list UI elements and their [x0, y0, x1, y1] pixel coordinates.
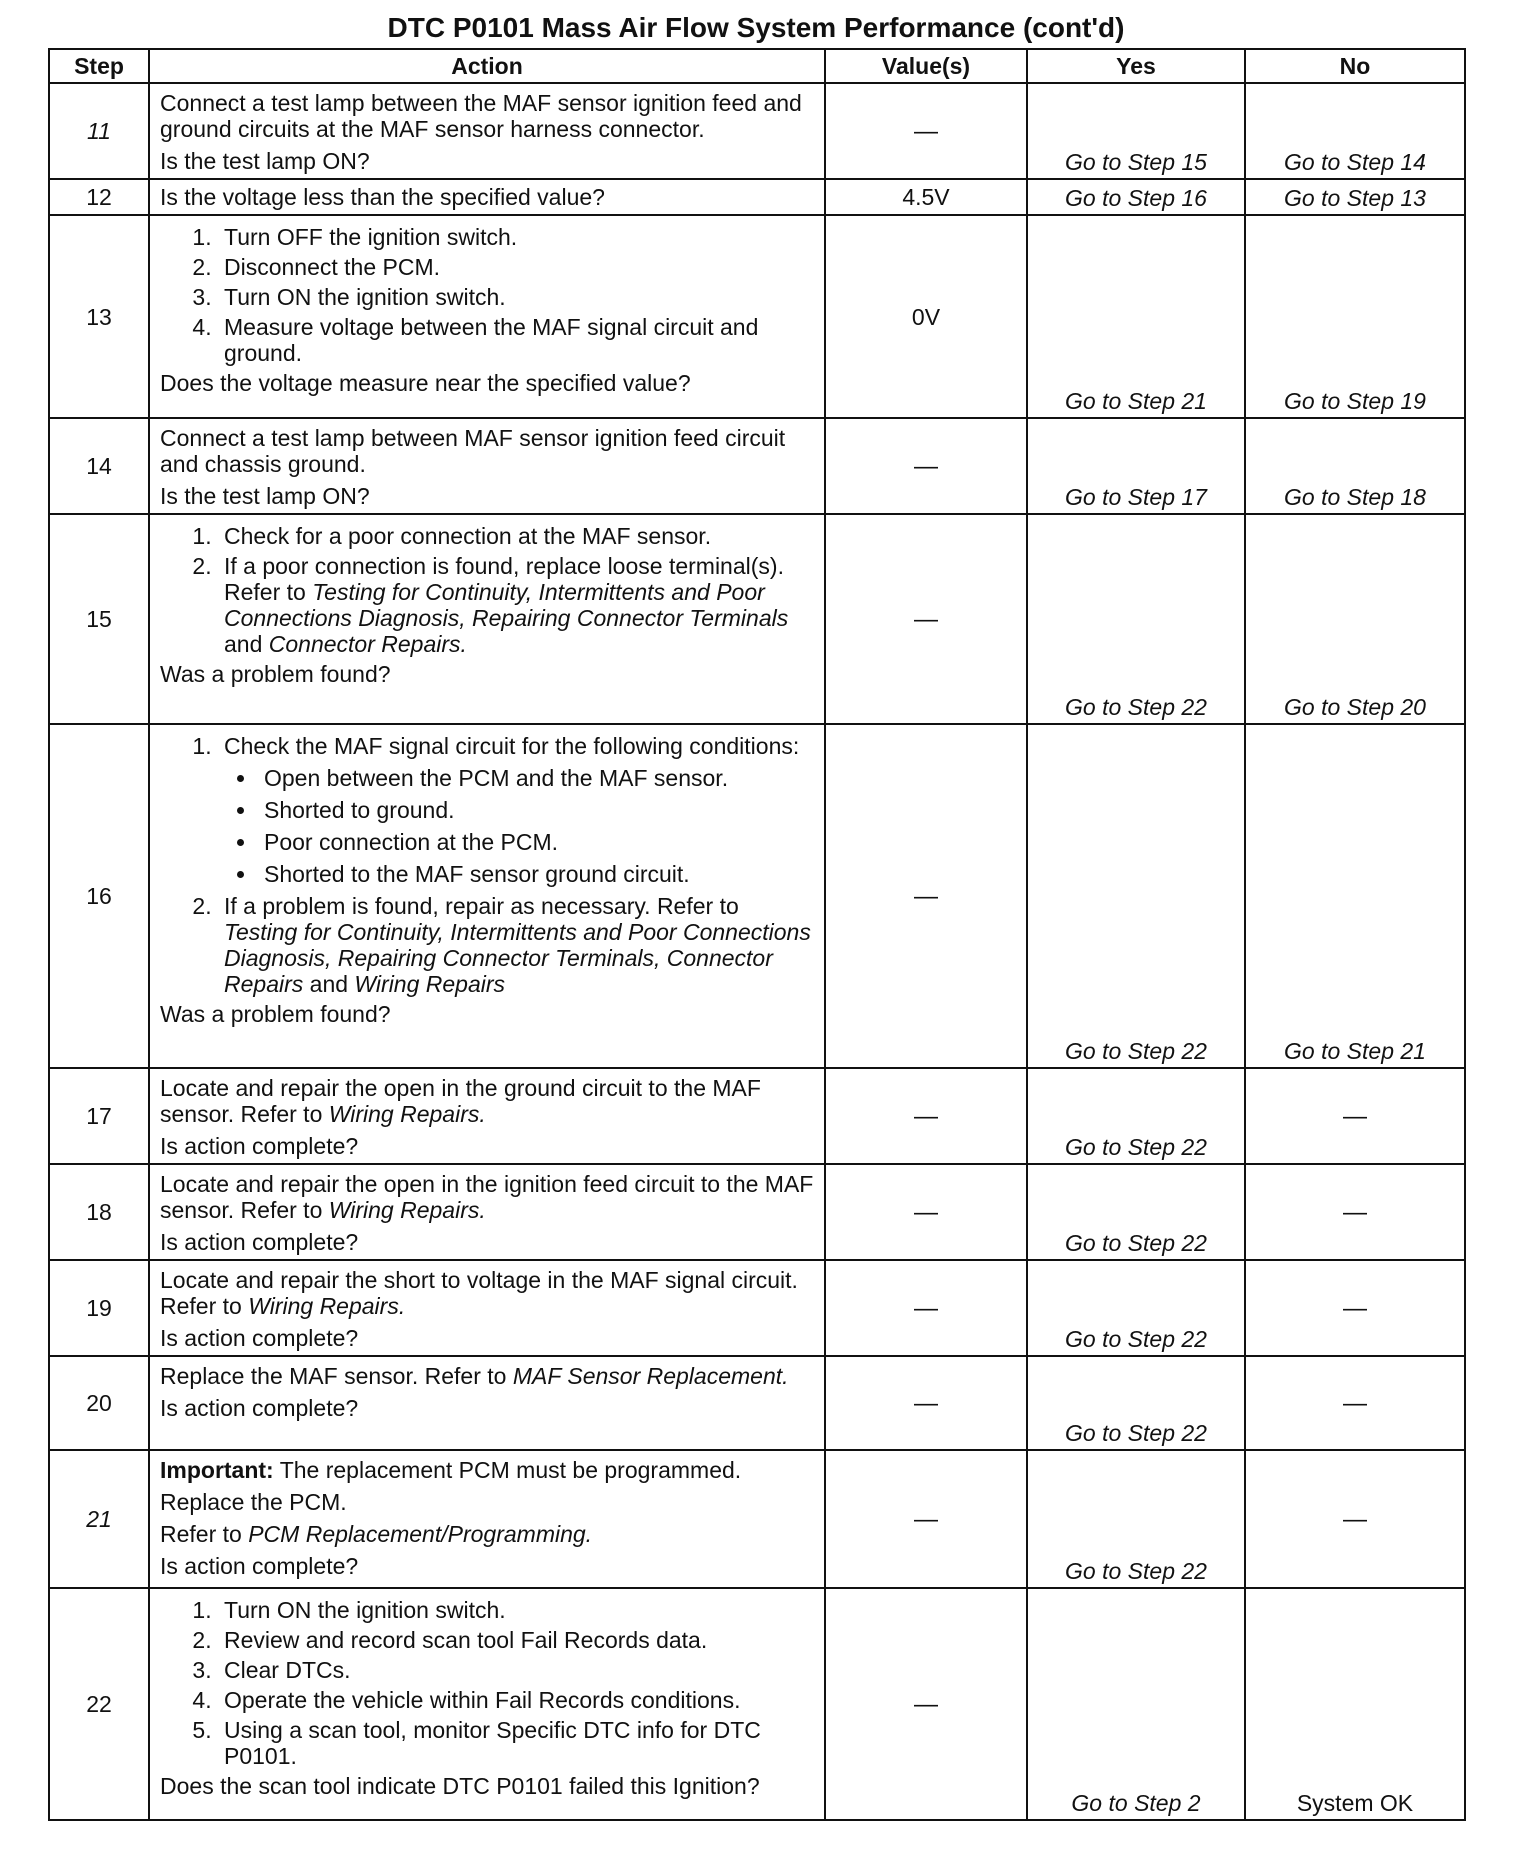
action-cell: [149, 724, 825, 1068]
step-number: 16: [49, 724, 149, 1068]
action-text: Locate and repair the open in the ground circuit to the MAF sensor. Refer to Wiring Repairs.: [160, 1075, 761, 1127]
action-question: Is the voltage less than the specified value?: [160, 184, 605, 210]
action-text: Replace the PCM.: [160, 1489, 347, 1515]
value-cell: —: [825, 1068, 1027, 1164]
yes-cell: Go to Step 22: [1027, 724, 1245, 1068]
action-question: Does the voltage measure near the specified value?: [160, 370, 691, 396]
list-item: 1. Check for a poor connection at the MAF sensor.: [218, 523, 816, 549]
table-row: [49, 1164, 1465, 1260]
step-number: 19: [49, 1260, 149, 1356]
action-cell: [149, 514, 825, 724]
list-item: 5. Using a scan tool, monitor Specific DTC info for DTC P0101.: [218, 1717, 816, 1769]
value-cell: —: [825, 514, 1027, 724]
action-cell: [149, 1068, 825, 1164]
action-cell: [149, 1588, 825, 1820]
yes-cell: Go to Step 22: [1027, 1068, 1245, 1164]
important-note: Important: The replacement PCM must be programmed.: [160, 1457, 742, 1483]
action-question: Is action complete?: [160, 1229, 359, 1255]
list-item: 3. Turn ON the ignition switch.: [218, 284, 816, 310]
action-cell: [149, 1356, 825, 1450]
dtc-table: [48, 48, 1466, 1821]
step-number: 13: [49, 215, 149, 418]
action-cell: [149, 215, 825, 418]
action-steps: [160, 523, 816, 657]
action-cell: [149, 1164, 825, 1260]
step-number: 18: [49, 1164, 149, 1260]
no-cell: Go to Step 21: [1245, 724, 1465, 1068]
list-item: 2. If a poor connection is found, replace loose terminal(s). Refer to Testing for Continuity, Intermittents and Poor Connections Diagnosis, Repairing Connector Terminals and Connector Repairs.: [218, 553, 816, 657]
value-cell: —: [825, 1164, 1027, 1260]
action-question: Is the test lamp ON?: [160, 148, 370, 174]
header-step: Step: [49, 49, 149, 83]
header-no: No: [1245, 49, 1465, 83]
action-question: Does the scan tool indicate DTC P0101 failed this Ignition?: [160, 1773, 760, 1799]
no-cell: —: [1245, 1356, 1465, 1450]
step-number: 11: [49, 83, 149, 179]
no-cell: —: [1245, 1450, 1465, 1588]
page-title: DTC P0101 Mass Air Flow System Performance (cont'd): [387, 12, 1125, 43]
header-yes: Yes: [1027, 49, 1245, 83]
table-row: [49, 215, 1465, 418]
condition-list: [224, 765, 816, 887]
list-item: 1. Turn OFF the ignition switch.: [218, 224, 816, 250]
list-item: 1. Check the MAF signal circuit for the following conditions: • Open between the PCM and the MAF sensor. • Shorted to ground. • Poor connection at the PCM. • Shorted to the MAF sensor ground circuit.: [218, 733, 816, 887]
list-item: • Shorted to the MAF sensor ground circuit.: [258, 861, 816, 887]
value-cell: —: [825, 1588, 1027, 1820]
action-steps: [160, 1597, 816, 1769]
action-cell: [149, 1260, 825, 1356]
value-cell: —: [825, 1450, 1027, 1588]
header-row: [49, 49, 1465, 83]
header-values: Value(s): [825, 49, 1027, 83]
action-text: Locate and repair the short to voltage in the MAF signal circuit. Refer to Wiring Repairs.: [160, 1267, 798, 1319]
step-number: 22: [49, 1588, 149, 1820]
action-question: Is action complete?: [160, 1133, 359, 1159]
action-cell: [149, 418, 825, 514]
no-cell: —: [1245, 1068, 1465, 1164]
step-number: 21: [49, 1450, 149, 1588]
value-cell: —: [825, 724, 1027, 1068]
yes-cell: Go to Step 16: [1027, 179, 1245, 215]
no-cell: Go to Step 14: [1245, 83, 1465, 179]
action-question: Is action complete?: [160, 1325, 359, 1351]
table-row: [49, 1450, 1465, 1588]
action-text: Replace the MAF sensor. Refer to MAF Sensor Replacement.: [160, 1363, 789, 1389]
step-number: 20: [49, 1356, 149, 1450]
list-item: • Shorted to ground.: [258, 797, 816, 823]
table-row: [49, 514, 1465, 724]
table-row: [49, 418, 1465, 514]
value-cell: —: [825, 1260, 1027, 1356]
action-reference: Refer to PCM Replacement/Programming.: [160, 1521, 593, 1547]
action-cell: [149, 1450, 825, 1588]
yes-cell: Go to Step 21: [1027, 215, 1245, 418]
step-number: 15: [49, 514, 149, 724]
yes-cell: Go to Step 17: [1027, 418, 1245, 514]
header-action: Action: [149, 49, 825, 83]
yes-cell: Go to Step 2: [1027, 1588, 1245, 1820]
list-item: 2. If a problem is found, repair as necessary. Refer to Testing for Continuity, Intermittents and Poor Connections Diagnosis, Repairing Connector Terminals, Connector Repairs and Wiring Repairs: [218, 893, 816, 997]
no-cell: Go to Step 19: [1245, 215, 1465, 418]
table-row: [49, 724, 1465, 1068]
value-cell: —: [825, 83, 1027, 179]
table-row: [49, 1356, 1465, 1450]
yes-cell: Go to Step 22: [1027, 1450, 1245, 1588]
yes-cell: Go to Step 15: [1027, 83, 1245, 179]
step-number: 14: [49, 418, 149, 514]
action-question: Is action complete?: [160, 1553, 359, 1579]
no-cell: Go to Step 13: [1245, 179, 1465, 215]
list-item: 3. Clear DTCs.: [218, 1657, 816, 1683]
no-cell: Go to Step 20: [1245, 514, 1465, 724]
table-row: [49, 1068, 1465, 1164]
list-item: 4. Measure voltage between the MAF signal circuit and ground.: [218, 314, 816, 366]
yes-cell: Go to Step 22: [1027, 1260, 1245, 1356]
action-cell: [149, 179, 825, 215]
no-cell: —: [1245, 1260, 1465, 1356]
step-number: 12: [49, 179, 149, 215]
table-row: [49, 1588, 1465, 1820]
value-cell: —: [825, 418, 1027, 514]
table-row: [49, 179, 1465, 215]
action-steps: [160, 224, 816, 366]
table-row: [49, 83, 1465, 179]
list-item: 2. Disconnect the PCM.: [218, 254, 816, 280]
yes-cell: Go to Step 22: [1027, 1356, 1245, 1450]
action-question: Is the test lamp ON?: [160, 483, 370, 509]
list-item: 4. Operate the vehicle within Fail Records conditions.: [218, 1687, 816, 1713]
action-text: Locate and repair the open in the ignition feed circuit to the MAF sensor. Refer to Wiring Repairs.: [160, 1171, 814, 1223]
table-row: [49, 1260, 1465, 1356]
action-question: Was a problem found?: [160, 1001, 391, 1027]
yes-cell: Go to Step 22: [1027, 514, 1245, 724]
value-cell: 0V: [825, 215, 1027, 418]
action-steps: [160, 733, 816, 997]
no-cell: Go to Step 18: [1245, 418, 1465, 514]
value-cell: —: [825, 1356, 1027, 1450]
list-item: • Open between the PCM and the MAF sensor.: [258, 765, 816, 791]
list-item: • Poor connection at the PCM.: [258, 829, 816, 855]
value-cell: 4.5V: [825, 179, 1027, 215]
list-item: 2. Review and record scan tool Fail Records data.: [218, 1627, 816, 1653]
list-item: 1. Turn ON the ignition switch.: [218, 1597, 816, 1623]
action-cell: [149, 83, 825, 179]
yes-cell: Go to Step 22: [1027, 1164, 1245, 1260]
no-cell: System OK: [1245, 1588, 1465, 1820]
no-cell: —: [1245, 1164, 1465, 1260]
step-number: 17: [49, 1068, 149, 1164]
action-text: Connect a test lamp between MAF sensor ignition feed circuit and chassis ground.: [160, 425, 786, 477]
action-question: Is action complete?: [160, 1395, 359, 1421]
action-question: Was a problem found?: [160, 661, 391, 687]
action-text: Connect a test lamp between the MAF sensor ignition feed and ground circuits at the MAF sensor harness connector.: [160, 90, 802, 142]
